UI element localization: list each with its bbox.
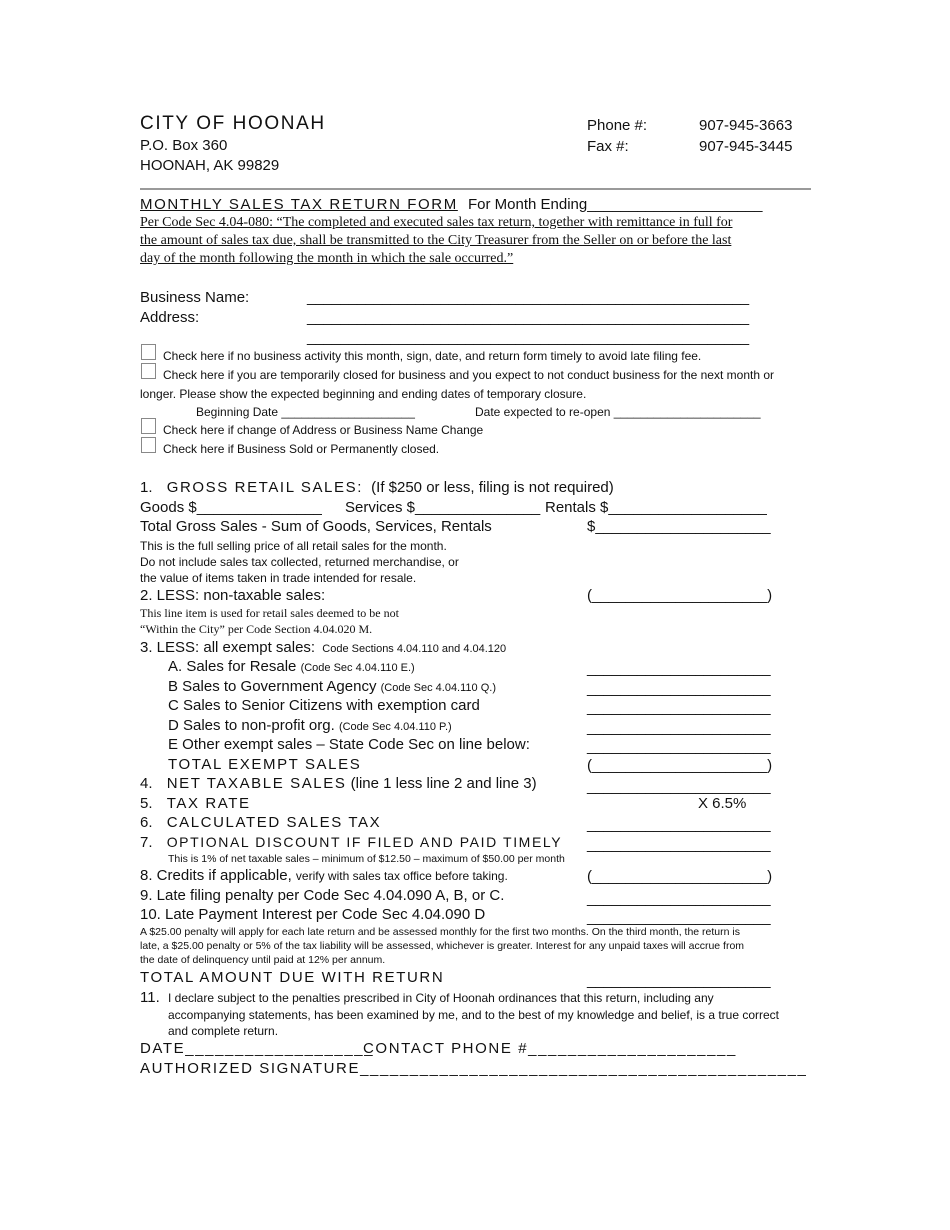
month-ending: For Month Ending_____________________	[468, 196, 763, 213]
line-9-label: 9. Late filing penalty per Code Sec 4.04.090 A, B, or C.	[140, 887, 505, 904]
phone-number: 907-945-3663	[699, 117, 793, 134]
line-3a-label: A. Sales for Resale	[168, 658, 297, 675]
code-citation-line-1: Per Code Sec 4.04-080: “The completed and executed sales tax return, together with remittance in full for	[140, 215, 733, 230]
no-activity-checkbox[interactable]	[141, 344, 156, 360]
line-3-code: Code Sections 4.04.110 and 4.04.120	[322, 643, 507, 655]
gross-note-1: This is the full selling price of all retail sales for the month.	[140, 539, 447, 553]
total-gross-field[interactable]: $_____________________	[587, 518, 771, 535]
temp-closed-checkbox[interactable]	[141, 363, 156, 379]
form-title: MONTHLY SALES TAX RETURN FORM	[140, 196, 458, 213]
business-name-field[interactable]: _____________________________________________________	[307, 289, 750, 306]
line-7-title: OPTIONAL DISCOUNT IF FILED AND PAID TIMELY	[166, 834, 563, 850]
declaration-line-1: I declare subject to the penalties prescribed in City of Hoonah ordinances that this return, including any	[168, 991, 714, 1005]
form-title-row	[140, 196, 762, 213]
line-4-note: (line 1 less line 2 and line 3)	[350, 775, 537, 792]
line-1-note: (If $250 or less, filing is not required)	[371, 479, 614, 496]
line-3e-field[interactable]: ______________________	[587, 738, 771, 755]
line-3d-field[interactable]: ______________________	[587, 719, 771, 736]
line-1-heading	[140, 479, 614, 496]
line-3b-row	[168, 678, 496, 695]
reopen-date-field[interactable]: Date expected to re-open ______________________	[475, 405, 761, 419]
line-6-number: 6.	[140, 814, 153, 831]
contact-phone-field[interactable]: CONTACT PHONE #_____________________	[363, 1040, 737, 1057]
line-8-note: verify with sales tax office before taking.	[295, 869, 508, 883]
address-change-text: Check here if change of Address or Business Name Change	[163, 423, 484, 437]
business-sold-text: Check here if Business Sold or Permanently closed.	[163, 442, 440, 456]
line-4-number: 4.	[140, 775, 153, 792]
services-field[interactable]: Services $_______________	[345, 499, 541, 516]
line-7-number: 7.	[140, 834, 153, 851]
line-4-row	[140, 775, 537, 792]
line-6-title: CALCULATED SALES TAX	[166, 814, 382, 831]
beginning-date-field[interactable]: Beginning Date ____________________	[196, 405, 415, 419]
po-box: P.O. Box 360	[140, 137, 228, 154]
line-3e-label: E Other exempt sales – State Code Sec on line below:	[168, 736, 530, 753]
penalty-note-1: A $25.00 penalty will apply for each late return and be assessed monthly for the first two months. On the third month, the return is	[140, 926, 740, 938]
line-3c-label: C Sales to Senior Citizens with exemption card	[168, 697, 480, 714]
line-5-row	[140, 795, 251, 812]
line-2-label: 2. LESS: non-taxable sales:	[140, 587, 326, 604]
total-due-label: TOTAL AMOUNT DUE WITH RETURN	[140, 969, 445, 986]
line-2-note-1: This line item is used for retail sales deemed to be not	[140, 606, 399, 620]
code-citation-line-3: day of the month following the month in which the sale occurred.”	[140, 251, 514, 266]
line-7-field[interactable]: ______________________	[587, 836, 771, 853]
line-3b-field[interactable]: ______________________	[587, 680, 771, 697]
business-sold-checkbox[interactable]	[141, 437, 156, 453]
tax-rate-value: X 6.5%	[698, 795, 747, 812]
line-3a-row	[168, 658, 415, 675]
business-name-label: Business Name:	[140, 289, 250, 306]
line-8-row	[140, 867, 508, 884]
line-3d-code: (Code Sec 4.04.110 P.)	[338, 721, 452, 733]
line-8-field[interactable]: (_____________________)	[587, 868, 773, 885]
phone-label: Phone #:	[587, 117, 648, 134]
total-gross-label: Total Gross Sales - Sum of Goods, Services, Rentals	[140, 518, 492, 535]
no-activity-text: Check here if no business activity this month, sign, date, and return form timely to avoid late filing fee.	[163, 349, 702, 363]
line-6-row	[140, 814, 381, 831]
address-label: Address:	[140, 309, 200, 326]
goods-field[interactable]: Goods $_______________	[140, 499, 322, 516]
line-9-field[interactable]: ______________________	[587, 890, 771, 907]
rentals-field[interactable]: Rentals $___________________	[545, 499, 767, 516]
temp-closed-text-1: Check here if you are temporarily closed for business and you expect to not conduct business for the next month or	[163, 368, 774, 382]
address-change-checkbox[interactable]	[141, 418, 156, 434]
line-3d-label: D Sales to non-profit org.	[168, 717, 335, 734]
line-3a-code: (Code Sec 4.04.110 E.)	[300, 662, 415, 674]
line-10-field[interactable]: ______________________	[587, 909, 771, 926]
line-7-note: This is 1% of net taxable sales – minimum of $12.50 – maximum of $50.00 per month	[168, 853, 565, 865]
line-1-title: GROSS RETAIL SALES:	[166, 479, 363, 496]
temp-closed-text-2: longer. Please show the expected beginning and ending dates of temporary closure.	[140, 387, 587, 401]
line-8-label: 8. Credits if applicable,	[140, 867, 292, 884]
line-3c-field[interactable]: ______________________	[587, 699, 771, 716]
total-due-field[interactable]: ______________________	[587, 972, 771, 989]
line-3a-field[interactable]: ______________________	[587, 660, 771, 677]
header-divider	[140, 188, 811, 190]
line-4-title: NET TAXABLE SALES	[166, 775, 347, 792]
gross-note-2: Do not include sales tax collected, returned merchandise, or	[140, 555, 459, 569]
fax-label: Fax #:	[587, 138, 629, 155]
penalty-note-3: the date of delinquency until paid at 12% per annum.	[140, 954, 386, 966]
total-exempt-field[interactable]: (_____________________)	[587, 757, 773, 774]
line-1-number: 1.	[140, 479, 153, 496]
line-3-heading	[140, 639, 506, 656]
city-state-zip: HOONAH, AK 99829	[140, 157, 280, 174]
address-field-1[interactable]: _____________________________________________________	[307, 309, 750, 326]
city-name: CITY OF HOONAH	[140, 113, 326, 134]
code-citation-line-2: the amount of sales tax due, shall be transmitted to the City Treasurer from the Seller on or before the last	[140, 233, 732, 248]
gross-note-3: the value of items taken in trade intended for resale.	[140, 571, 417, 585]
line-4-field[interactable]: ______________________	[587, 778, 771, 795]
line-2-note-2: “Within the City” per Code Section 4.04.020 M.	[140, 622, 373, 636]
address-field-2[interactable]: _____________________________________________________	[307, 329, 750, 346]
line-10-label: 10. Late Payment Interest per Code Sec 4.04.090 D	[140, 906, 486, 923]
line-6-field[interactable]: ______________________	[587, 816, 771, 833]
line-3b-label: B Sales to Government Agency	[168, 678, 377, 695]
line-3d-row	[168, 717, 452, 734]
declaration-line-2: accompanying statements, has been examined by me, and to the best of my knowledge and belief, is a true correct	[168, 1008, 780, 1022]
line-3b-code: (Code Sec 4.04.110 Q.)	[380, 682, 496, 694]
date-field[interactable]: DATE___________________	[140, 1040, 375, 1057]
line-2-field[interactable]: (_____________________)	[587, 587, 773, 604]
line-3-label: 3. LESS: all exempt sales:	[140, 639, 316, 656]
line-5-title: TAX RATE	[166, 795, 251, 812]
fax-number: 907-945-3445	[699, 138, 793, 155]
total-exempt-label: TOTAL EXEMPT SALES	[168, 756, 362, 773]
line-11-number: 11.	[140, 989, 160, 1006]
penalty-note-2: late, a $25.00 penalty or 5% of the tax liability will be assessed, whichever is greater. Interest for any unpaid taxes will accrue from	[140, 940, 745, 952]
authorized-signature-field[interactable]: AUTHORIZED SIGNATURE_____________________________________________	[140, 1060, 808, 1077]
declaration-line-3: and complete return.	[168, 1024, 279, 1038]
line-5-number: 5.	[140, 795, 153, 812]
line-7-row	[140, 834, 562, 851]
